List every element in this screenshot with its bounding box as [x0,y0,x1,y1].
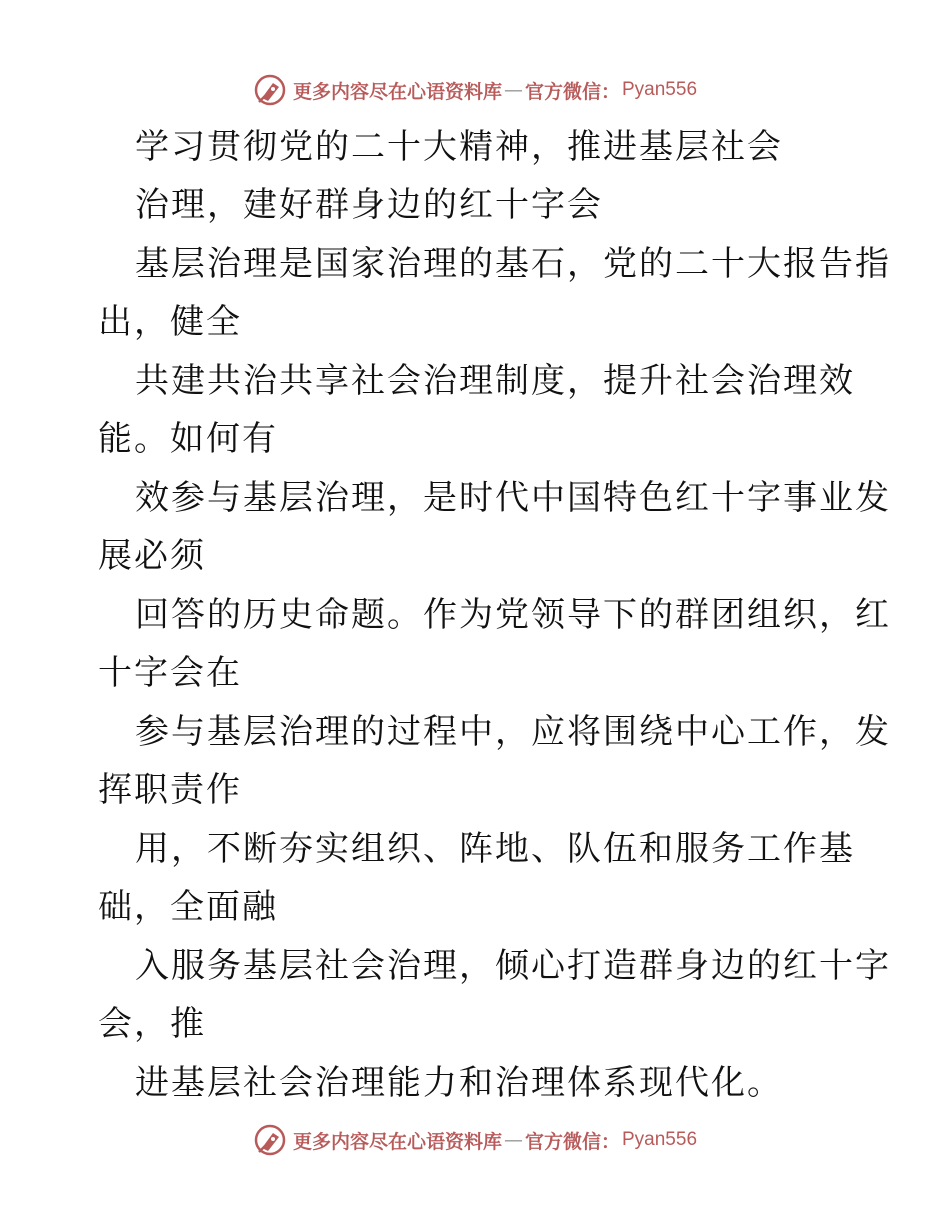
body-line: 能。如何有 [98,419,278,459]
title-line-1: 学习贯彻党的二十大精神，推进基层社会 [135,127,783,167]
body-line: 入服务基层社会治理，倾心打造群身边的红十字 [135,946,891,986]
body-line: 效参与基层治理，是时代中国特色红十字事业发 [135,478,891,518]
body-line: 用，不断夯实组织、阵地、队伍和服务工作基 [135,829,855,869]
body-line: 进基层社会治理能力和治理体系现代化。 [135,1063,783,1103]
body-line: 基层治理是国家治理的基石，党的二十大报告指 [135,244,891,284]
watermark-id: Pyan556 [622,79,698,100]
footer-watermark [0,1120,950,1160]
pen-nib-logo-icon [253,1123,287,1157]
watermark-separator: — [503,1129,523,1151]
watermark-label: 官方微信： [524,1130,620,1153]
watermark-text: 更多内容尽在心语资料库 [292,80,502,103]
body-line: 出，健全 [98,302,242,342]
watermark-text: 更多内容尽在心语资料库 [292,1130,502,1153]
watermark-id: Pyan556 [622,1129,698,1150]
watermark-separator: — [503,79,523,101]
body-line: 会，推 [98,1004,206,1044]
body-line: 础，全面融 [98,887,278,927]
watermark-label: 官方微信： [524,80,620,103]
body-line: 回答的历史命题。作为党领导下的群团组织，红 [135,595,891,635]
body-line: 挥职责作 [98,770,242,810]
body-line: 十字会在 [98,653,242,693]
body-line: 共建共治共享社会治理制度，提升社会治理效 [135,361,855,401]
body-line: 展必须 [98,536,206,576]
body-line: 参与基层治理的过程中，应将围绕中心工作，发 [135,712,891,752]
title-line-2: 治理，建好群身边的红十字会 [135,185,603,225]
